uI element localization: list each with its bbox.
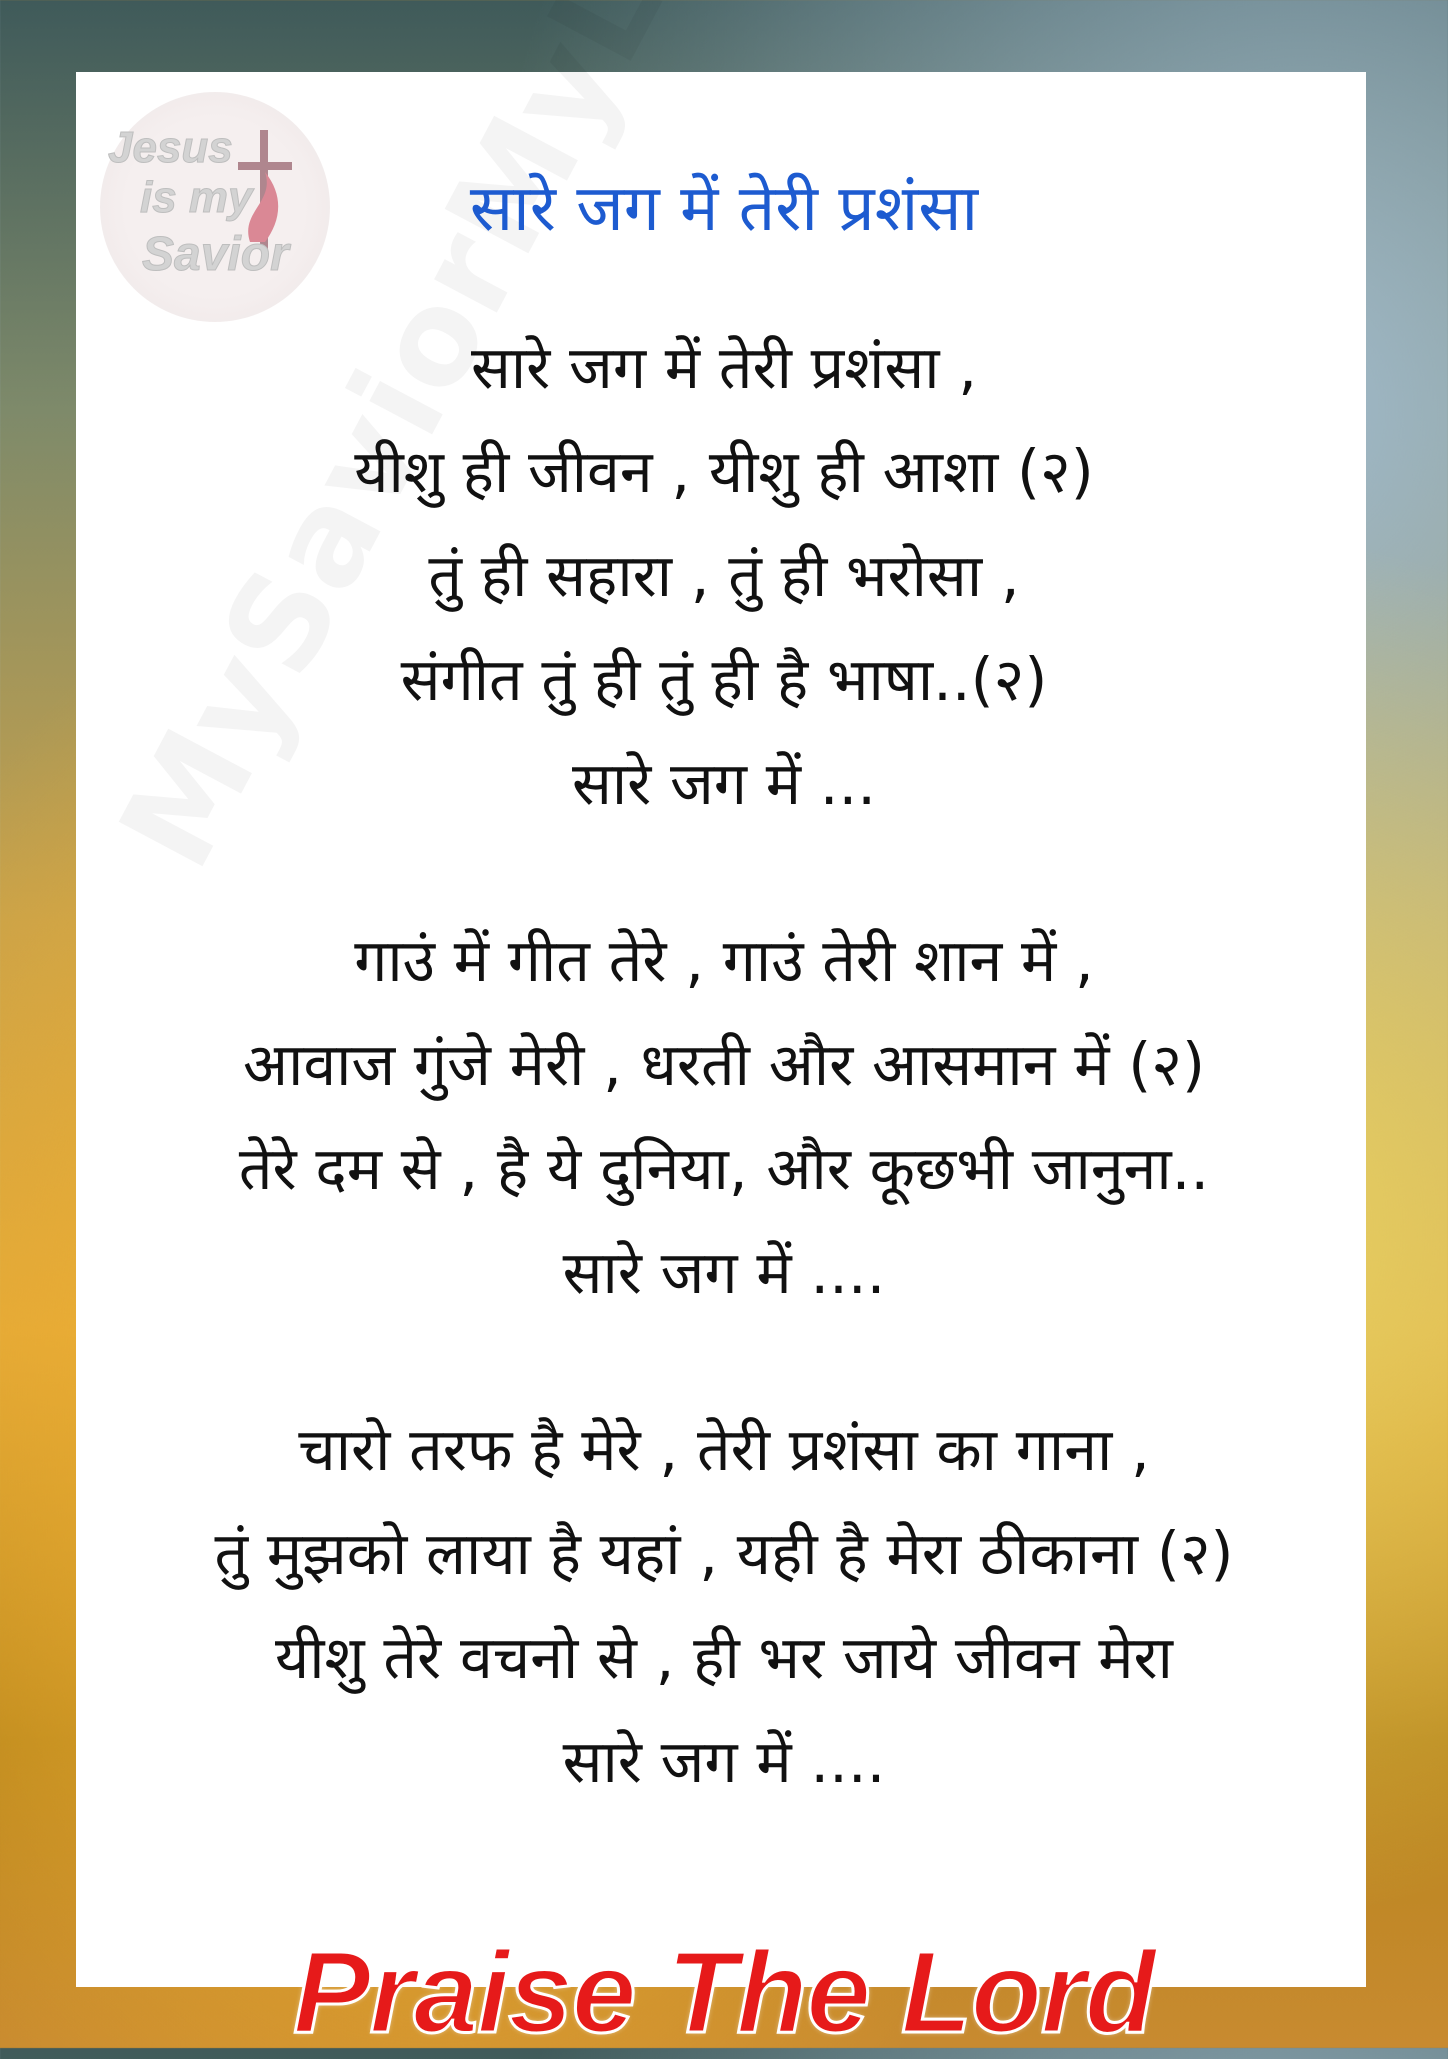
lyric-line: गाउं में गीत तेरे , गाउं तेरी शान में , [354, 926, 1094, 995]
lyric-line: यीशु तेरे वचनो से , ही भर जाये जीवन मेरा [275, 1623, 1173, 1692]
stanza-1 [0, 316, 1448, 836]
lyric-line: सारे जग में तेरी प्रशंसा , [471, 333, 977, 402]
svg-text:is my: is my [140, 173, 253, 222]
lyric-line: सारे जग में ... [571, 749, 877, 818]
lyric-line: यीशु ही जीवन , यीशु ही आशा (२) [354, 437, 1094, 506]
stanza-3 [0, 1398, 1448, 1814]
lyric-line: चारो तरफ है मेरे , तेरी प्रशंसा का गाना , [298, 1415, 1150, 1484]
song-title: सारे जग में तेरी प्रशंसा [469, 172, 979, 246]
lyric-line: सारे जग में .... [562, 1238, 886, 1307]
lyric-line: तुं मुझको लाया है यहां , यही है मेरा ठीकाना (२) [214, 1519, 1234, 1588]
lyric-line: आवाज गुंजे मेरी , धरती और आसमान में (२) [243, 1030, 1205, 1099]
stanza-2 [0, 909, 1448, 1325]
lyric-line: सारे जग में .... [562, 1727, 886, 1796]
lyrics [0, 316, 1448, 1887]
lyric-line: संगीत तुं ही तुं ही है भाषा..(२) [400, 645, 1048, 714]
svg-text:Jesus: Jesus [108, 123, 233, 172]
lyric-line: तुं ही सहारा , तुं ही भरोसा , [428, 541, 1020, 610]
svg-text:Savior: Savior [142, 228, 289, 281]
lyric-line: तेरे दम से , है ये दुनिया, और कूछभी जानुना.. [238, 1134, 1210, 1203]
footer-banner: Praise The Lord [293, 1927, 1155, 2057]
